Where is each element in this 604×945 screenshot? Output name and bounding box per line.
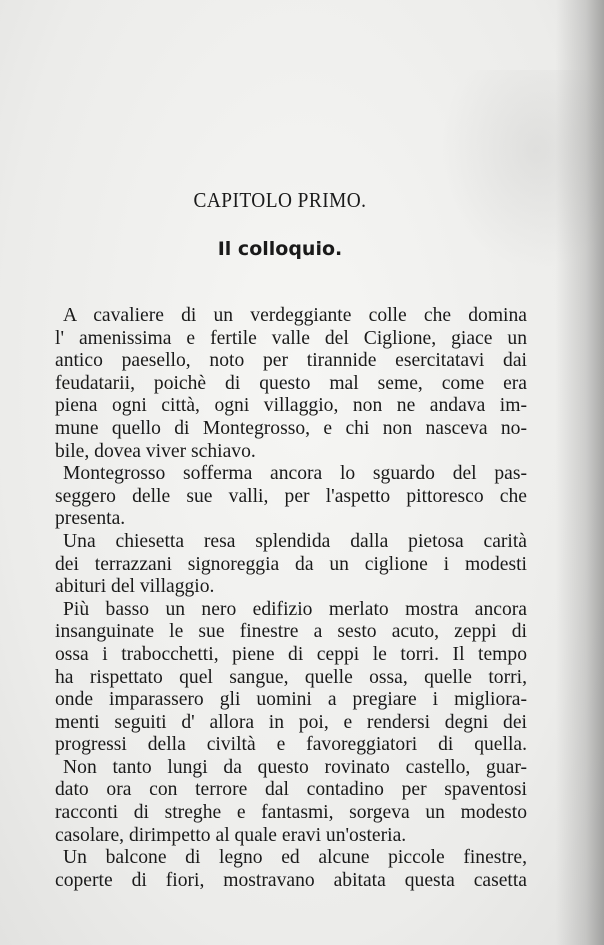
text-line: ha rispettato quel sangue, quelle ossa, quelle torri, [55,666,527,688]
text-line: mune quello di Montegrosso, e chi non nasceva no- [55,417,527,439]
text-line: menti seguiti d' allora in poi, e rendersi degni dei [55,711,527,733]
text-line: racconti di streghe e fantasmi, sorgeva un modesto [55,802,527,824]
text-line: Un balcone di legno ed alcune piccole finestre, [63,847,527,869]
text-line: Più basso un nero edifizio merlato mostra ancora [63,598,527,620]
text-line: Montegrosso sofferma ancora lo sguardo del pas- [63,463,527,485]
text-line: Una chiesetta resa splendida dalla pietosa carità [63,530,527,552]
text-line: dei terrazzani signoreggia da un ciglione i modesti [55,553,527,575]
text-line: onde imparassero gli uomini a pregiare i migliora- [55,689,527,711]
text-line: piena ogni città, ogni villaggio, non ne andava im- [55,395,527,417]
text-line: dato ora con terrore dal contadino per spaventosi [55,779,527,801]
text-line: presenta. [55,508,126,530]
body-text [55,305,527,892]
section-title: Il colloquio. [217,238,343,260]
text-line: A cavaliere di un verdeggiante colle che domina [63,305,527,326]
text-line: feudatarii, poichè di questo mal seme, come era [55,372,527,394]
text-line: casolare, dirimpetto al quale eravi un'osteria. [55,824,407,846]
text-line: coperte di fiori, mostravano abitata questa casetta [55,869,527,891]
text-line: abituri del villaggio. [55,576,215,598]
chapter-title: CAPITOLO PRIMO. [193,188,367,212]
text-line: seggero delle sue valli, per l'aspetto pittoresco che [55,485,527,507]
text-line: bile, dovea viver schiavo. [55,440,256,462]
text-line: antico paesello, noto per tirannide esercitatavi dai [55,350,527,372]
text-line: l' amenissima e fertile valle del Ciglione, giace un [55,327,527,349]
text-line: Non tanto lungi da questo rovinato castello, guar- [63,756,527,778]
text-line: insanguinate le sue finestre a sesto acuto, zeppi di [55,621,527,643]
text-line: progressi della civiltà e favoreggiatori di quella. [55,734,527,756]
text-line: ossa i trabocchetti, piene di ceppi le torri. Il tempo [55,643,527,665]
